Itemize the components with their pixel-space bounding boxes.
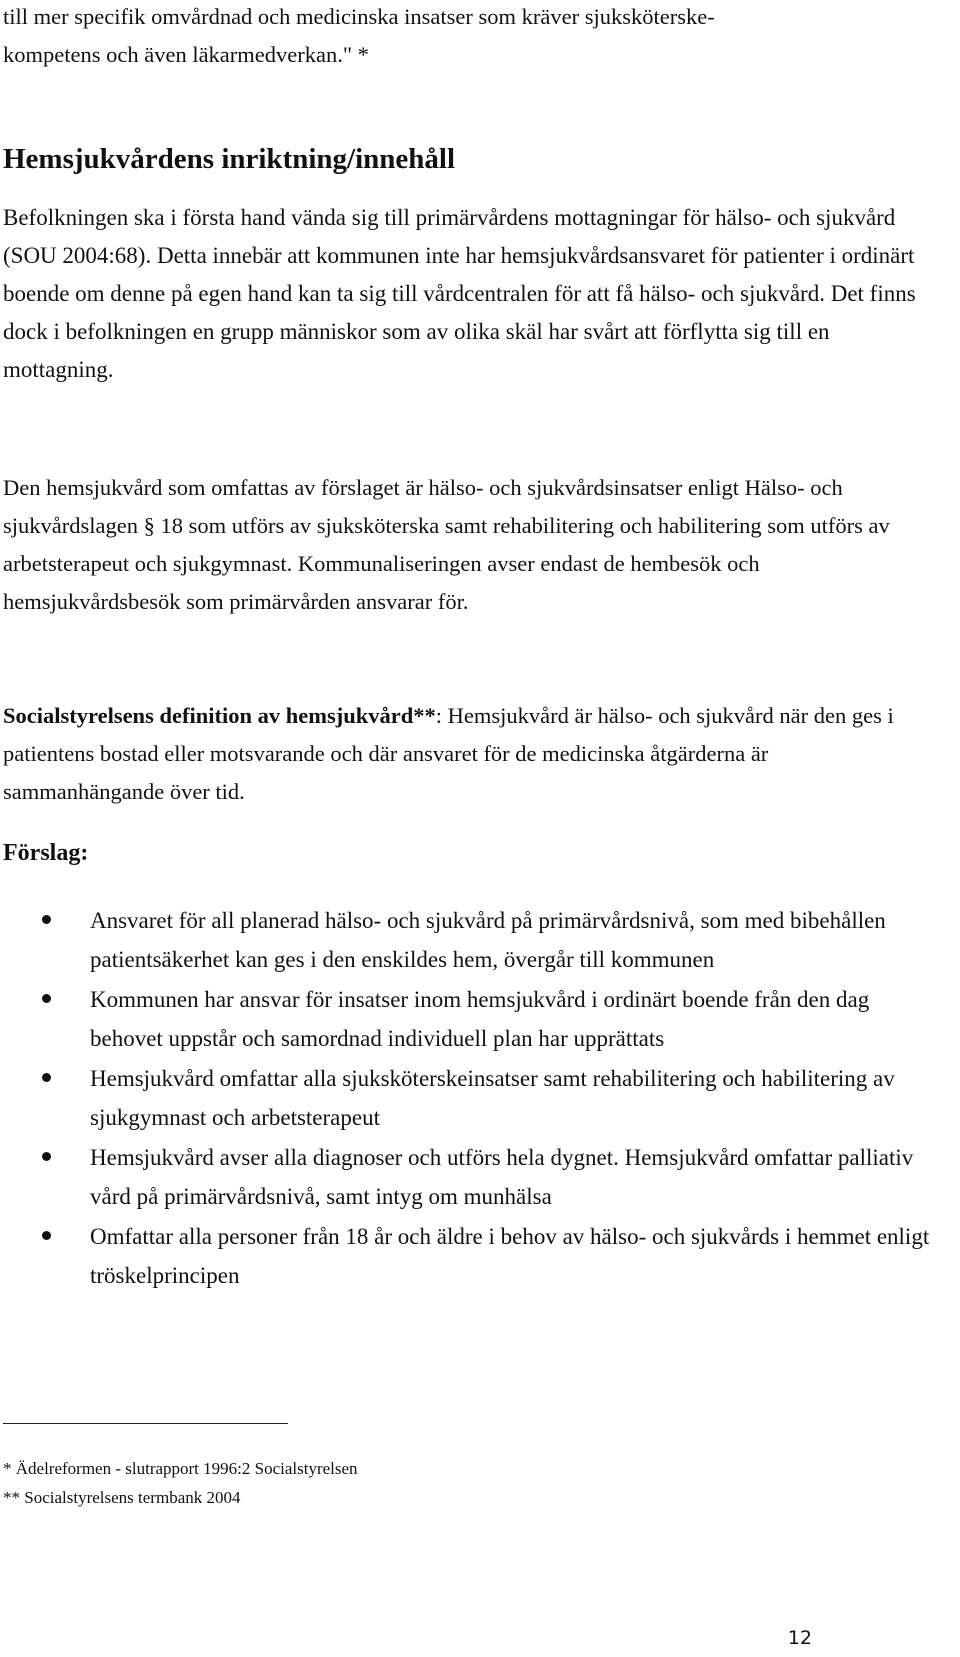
bullet-icon	[42, 1073, 51, 1082]
proposals-heading: Förslag:	[3, 840, 89, 866]
list-item	[0, 1138, 930, 1216]
page-number: 12	[787, 1627, 812, 1649]
bullet-icon	[42, 994, 51, 1003]
list-item-text: Hemsjukvård avser alla diagnoser och utförs hela dygnet. Hemsjukvård omfattar palliativ vård på primärvårdsnivå, samt intyg om munhälsa	[90, 1145, 914, 1209]
list-item-text: Ansvaret för all planerad hälso- och sjukvård på primärvårdsnivå, som med bibehållen patientsäkerhet kan ges i den enskildes hem, övergår till kommunen	[90, 908, 886, 972]
intro-quote-continuation	[3, 0, 933, 74]
intro-line-1: till mer specifik omvårdnad och medicinska insatser som kräver sjuksköterske-	[3, 4, 715, 29]
paragraph-scope: Den hemsjukvård som omfattas av förslaget är hälso- och sjukvårdsinsatser enligt Hälso- och sjukvårdslagen § 18 som utförs av sjuksköterska samt rehabilitering och habilitering som utförs av arbetsterapeut och sjukgymnast. Kommunaliseringen avser endast de hembesök och hemsjukvårdsbesök som primärvården ansvarar för.	[3, 475, 890, 614]
proposals-list	[0, 901, 930, 1296]
bullet-icon	[42, 1231, 51, 1240]
list-item-text: Omfattar alla personer från 18 år och äldre i behov av hälso- och sjukvårds i hemmet enligt tröskelprincipen	[90, 1224, 930, 1288]
list-item-text: Kommunen har ansvar för insatser inom hemsjukvård i ordinärt boende från den dag behovet uppstår och samordnad individuell plan har upprättats	[90, 987, 870, 1051]
bullet-icon	[42, 1152, 51, 1161]
definition-text: : Hemsjukvård är hälso- och sjukvård när den ges i patientens bostad eller motsvarande och där ansvaret för de medicinska åtgärderna är sammanhängande över tid.	[3, 703, 894, 804]
list-item	[0, 980, 930, 1058]
footnote-2: ** Socialstyrelsens termbank 2004	[3, 1488, 241, 1507]
list-item-text: Hemsjukvård omfattar alla sjuksköterskeinsatser samt rehabilitering och habilitering av sjukgymnast och arbetsterapeut	[90, 1066, 895, 1130]
definition-label: Socialstyrelsens definition av hemsjukvård**	[3, 703, 436, 728]
definition-paragraph	[3, 697, 933, 811]
footnote-divider	[3, 1423, 288, 1424]
list-item	[0, 901, 930, 979]
list-item	[0, 1059, 930, 1137]
section-heading: Hemsjukvårdens inriktning/innehåll	[3, 143, 456, 175]
intro-line-2: kompetens och även läkarmedverkan." *	[3, 42, 369, 67]
paragraph-population: Befolkningen ska i första hand vända sig till primärvårdens mottagningar för hälso- och sjukvård (SOU 2004:68). Detta innebär att kommunen inte har hemsjukvårdsansvaret för patienter i ordinärt boende om denne på egen hand kan ta sig till vårdcentralen för att få hälso- och sjukvård. Det finns dock i befolkningen en grupp människor som av olika skäl har svårt att förflytta sig till en mottagning.	[3, 205, 916, 382]
list-item	[0, 1217, 930, 1295]
bullet-icon	[42, 915, 51, 924]
footnote-1: * Ädelreformen - slutrapport 1996:2 Socialstyrelsen	[3, 1459, 358, 1478]
